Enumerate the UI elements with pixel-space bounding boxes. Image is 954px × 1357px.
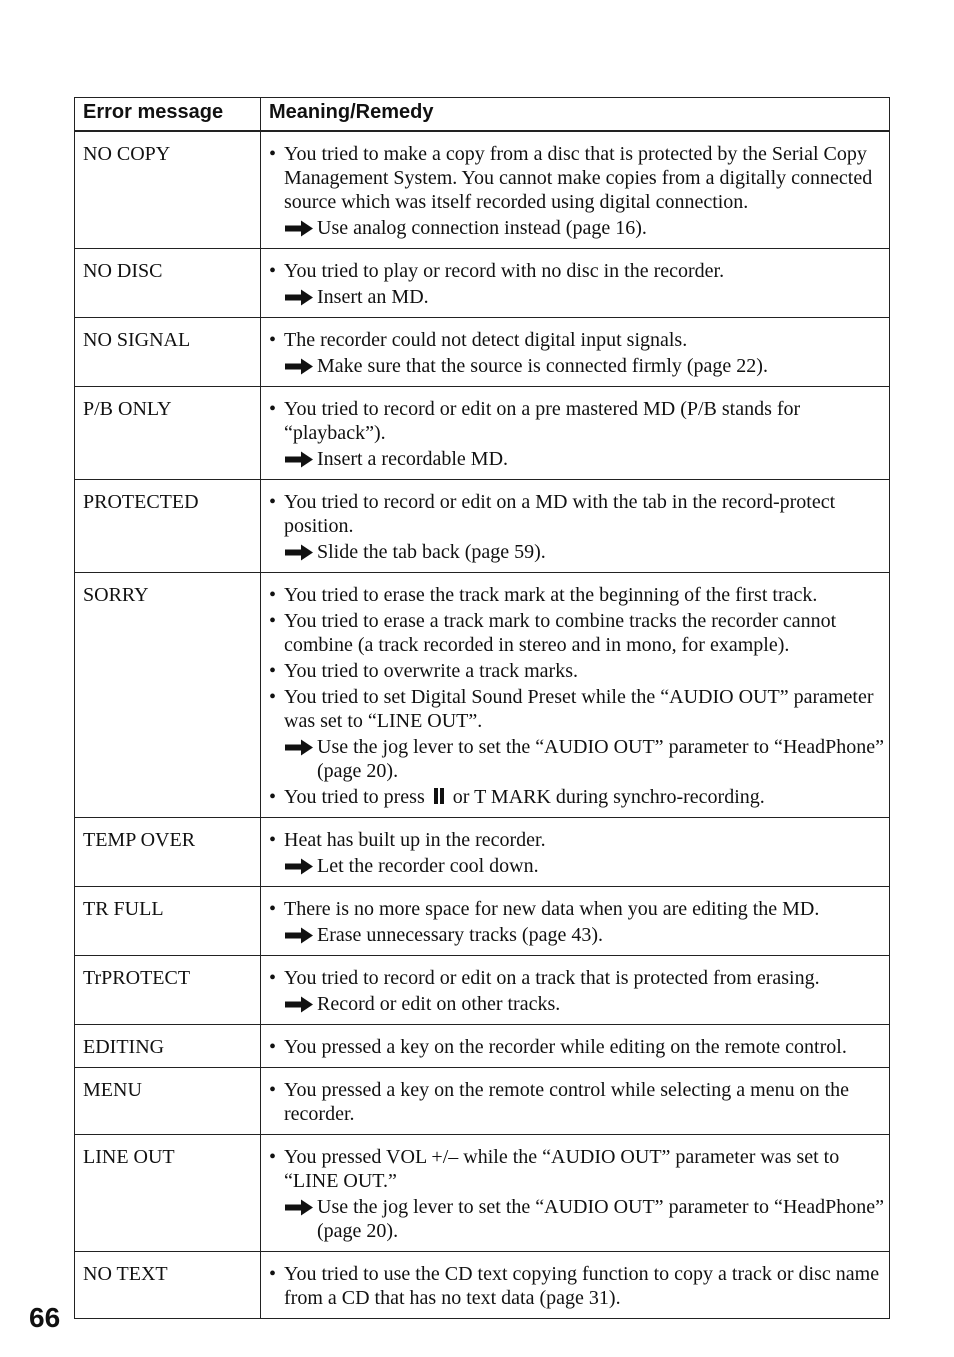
meaning-remedy-cell (261, 249, 890, 318)
error-message-cell: NO TEXT (75, 1252, 261, 1319)
bullet-icon: • (269, 1146, 277, 1168)
remedy-item (269, 1195, 885, 1243)
error-message-cell: TrPROTECT (75, 956, 261, 1025)
bullet-icon: • (269, 491, 277, 513)
table-row (75, 1252, 890, 1319)
cause-item (269, 259, 885, 283)
meaning-remedy-cell (261, 318, 890, 387)
error-message-cell: NO SIGNAL (75, 318, 261, 387)
meaning-remedy-cell (261, 573, 890, 818)
table-row (75, 1135, 890, 1252)
arrow-right-icon (284, 996, 314, 1013)
meaning-remedy-cell (261, 1135, 890, 1252)
bullet-icon: • (269, 143, 277, 165)
meaning-remedy-cell (261, 956, 890, 1025)
bullet-icon: • (269, 967, 277, 989)
error-message-cell: TR FULL (75, 887, 261, 956)
error-message-cell: LINE OUT (75, 1135, 261, 1252)
cause-item (269, 490, 885, 538)
remedy-text: Record or edit on other tracks. (317, 993, 561, 1015)
remedy-item (269, 854, 885, 878)
cause-item (269, 966, 885, 990)
table-row (75, 131, 890, 249)
cause-text: You tried to record or edit on a pre mastered MD (P/B stands for “playback”). (284, 398, 801, 444)
cause-item (269, 785, 885, 809)
bullet-icon: • (269, 686, 277, 708)
cause-text: You tried to overwrite a track marks. (284, 660, 579, 682)
error-message-cell: SORRY (75, 573, 261, 818)
cause-item (269, 659, 885, 683)
cause-text: You pressed VOL +/– while the “AUDIO OUT” parameter was set to “LINE OUT.” (284, 1146, 840, 1192)
remedy-item (269, 285, 885, 309)
arrow-right-icon (284, 739, 314, 756)
bullet-icon: • (269, 1079, 277, 1101)
cause-text: You tried to erase a track mark to combine tracks the recorder cannot combine (a track recorded in stereo and in mono, for example). (284, 610, 837, 656)
cause-item (269, 609, 885, 657)
bullet-icon: • (269, 1036, 277, 1058)
remedy-text: Let the recorder cool down. (317, 855, 539, 877)
header-meaning-remedy: Meaning/Remedy (261, 98, 890, 132)
cause-text: You pressed a key on the recorder while editing on the remote control. (284, 1036, 847, 1058)
bullet-icon: • (269, 898, 277, 920)
cause-item (269, 1145, 885, 1193)
cause-text: You tried to erase the track mark at the beginning of the first track. (284, 584, 818, 606)
arrow-right-icon (284, 358, 314, 375)
remedy-item (269, 923, 885, 947)
error-message-cell: NO COPY (75, 131, 261, 249)
error-message-cell: MENU (75, 1068, 261, 1135)
bullet-icon: • (269, 660, 277, 682)
remedy-item (269, 216, 885, 240)
remedy-item (269, 540, 885, 564)
remedy-text: Erase unnecessary tracks (page 43). (317, 924, 603, 946)
meaning-remedy-cell (261, 887, 890, 956)
table-row (75, 480, 890, 573)
arrow-right-icon (284, 544, 314, 561)
page-number: 66 (29, 1302, 61, 1333)
cause-text: You tried to record or edit on a MD with the tab in the record-protect position. (284, 491, 836, 537)
remedy-text: Slide the tab back (page 59). (317, 541, 546, 563)
table-row (75, 387, 890, 480)
bullet-icon: • (269, 584, 277, 606)
cause-item (269, 897, 885, 921)
cause-item (269, 828, 885, 852)
remedy-text: Use analog connection instead (page 16). (317, 217, 647, 239)
table-row (75, 318, 890, 387)
bullet-icon: • (269, 1263, 277, 1285)
remedy-item (269, 992, 885, 1016)
header-error-message: Error message (75, 98, 261, 132)
meaning-remedy-cell (261, 387, 890, 480)
cause-text-before: You tried to press (284, 786, 425, 808)
meaning-remedy-cell (261, 1068, 890, 1135)
cause-item (269, 142, 885, 214)
remedy-item (269, 735, 885, 783)
arrow-right-icon (284, 1199, 314, 1216)
cause-text: You tried to use the CD text copying function to copy a track or disc name from a CD that has no text data (page 31). (284, 1263, 880, 1309)
table-row (75, 1068, 890, 1135)
meaning-remedy-cell (261, 1252, 890, 1319)
arrow-right-icon (284, 858, 314, 875)
cause-item (269, 397, 885, 445)
cause-text: You tried to set Digital Sound Preset while the “AUDIO OUT” parameter was set to “LINE OUT”. (284, 686, 874, 732)
error-message-cell: PROTECTED (75, 480, 261, 573)
cause-text: The recorder could not detect digital input signals. (284, 329, 688, 351)
arrow-right-icon (284, 289, 314, 306)
table-row (75, 818, 890, 887)
error-message-cell: P/B ONLY (75, 387, 261, 480)
cause-text-after: or T MARK during synchro-recording. (452, 786, 765, 808)
remedy-item (269, 447, 885, 471)
cause-text: You tried to make a copy from a disc that is protected by the Serial Copy Management System. You cannot make copies from a digitally connected source which was itself recorded using digital connection. (284, 143, 873, 213)
table-row (75, 249, 890, 318)
bullet-icon: • (269, 329, 277, 351)
bullet-icon: • (269, 398, 277, 420)
cause-text: You tried to play or record with no disc in the recorder. (284, 260, 725, 282)
table-header-row (75, 98, 890, 132)
error-message-table (74, 97, 890, 1319)
cause-item (269, 583, 885, 607)
table-body (75, 131, 890, 1319)
arrow-right-icon (284, 451, 314, 468)
bullet-icon: • (269, 829, 277, 851)
arrow-right-icon (284, 927, 314, 944)
meaning-remedy-cell (261, 480, 890, 573)
bullet-icon: • (269, 260, 277, 282)
remedy-text: Make sure that the source is connected firmly (page 22). (317, 355, 768, 377)
cause-text: There is no more space for new data when you are editing the MD. (284, 898, 820, 920)
cause-item (269, 328, 885, 352)
table-row (75, 887, 890, 956)
table-row (75, 1025, 890, 1068)
cause-item (269, 1035, 885, 1059)
error-message-cell: NO DISC (75, 249, 261, 318)
error-message-cell: EDITING (75, 1025, 261, 1068)
arrow-right-icon (284, 220, 314, 237)
remedy-item (269, 354, 885, 378)
remedy-text: Use the jog lever to set the “AUDIO OUT” parameter to “HeadPhone” (page 20). (317, 1196, 885, 1242)
meaning-remedy-cell (261, 1025, 890, 1068)
cause-text: You tried to record or edit on a track that is protected from erasing. (284, 967, 820, 989)
bullet-icon: • (269, 610, 277, 632)
cause-text: Heat has built up in the recorder. (284, 829, 546, 851)
pause-icon (432, 788, 446, 804)
remedy-text: Insert an MD. (317, 286, 429, 308)
table-row (75, 956, 890, 1025)
table-row (75, 573, 890, 818)
error-message-cell: TEMP OVER (75, 818, 261, 887)
meaning-remedy-cell (261, 131, 890, 249)
meaning-remedy-cell (261, 818, 890, 887)
cause-text: You pressed a key on the remote control while selecting a menu on the recorder. (284, 1079, 850, 1125)
bullet-icon: • (269, 786, 277, 808)
cause-item (269, 1078, 885, 1126)
cause-item (269, 685, 885, 733)
remedy-text: Use the jog lever to set the “AUDIO OUT” parameter to “HeadPhone” (page 20). (317, 736, 885, 782)
cause-item (269, 1262, 885, 1310)
remedy-text: Insert a recordable MD. (317, 448, 509, 470)
